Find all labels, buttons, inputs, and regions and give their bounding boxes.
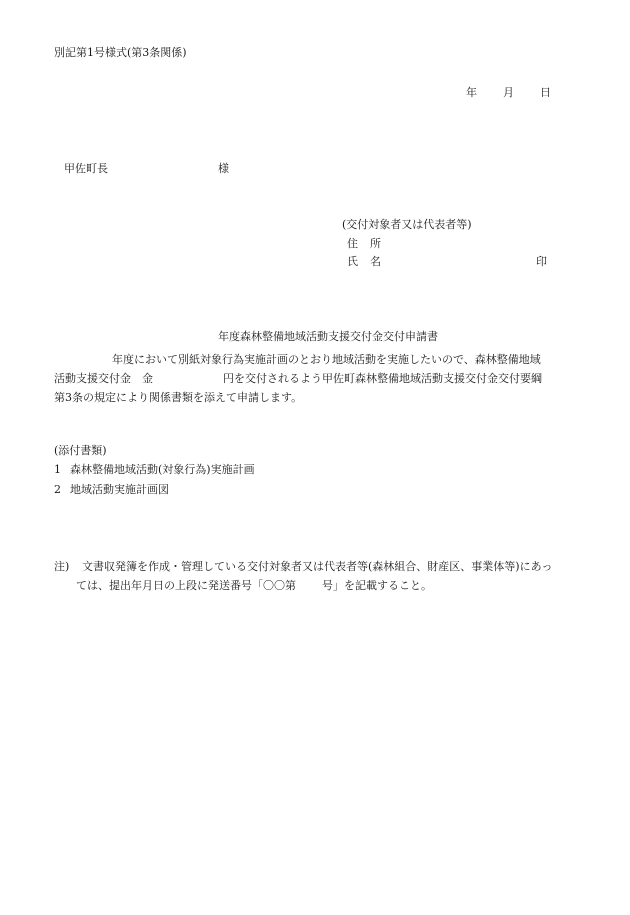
- addressee-name: 甲佐町長: [64, 162, 108, 175]
- note-section: [54, 557, 552, 595]
- attachment-number: 1: [54, 463, 61, 476]
- date-month-label: 月: [503, 86, 514, 99]
- body-line-1-text: 年度において別紙対象行為実施計画のとおり地域活動を実施したいので、森林整備地域: [112, 353, 541, 366]
- applicant-address-label: [347, 238, 381, 249]
- body-line-3: 第3条の規定により関係書類を添えて申請します。: [54, 391, 303, 404]
- attachment-number: 2: [54, 483, 61, 496]
- note-line-1-text: 文書収発簿を作成・管理している交付対象者又は代表者等(森林組合、財産区、事業体等)にあっ: [82, 560, 553, 573]
- date-line: [466, 87, 551, 98]
- form-label: 別記第1号様式(第3条関係): [54, 46, 187, 59]
- attachment-text: 森林整備地域活動(対象行為)実施計画: [70, 463, 255, 476]
- note-mark: 注): [54, 560, 70, 573]
- attachment-text: 地域活動実施計画図: [70, 483, 169, 496]
- addressee: [64, 163, 229, 174]
- applicant-heading: (交付対象者又は代表者等): [342, 218, 472, 231]
- note-line-2-b: 号」を記載すること。: [322, 579, 432, 592]
- note-line-2-a: ては、提出年月日の上段に発送番号「〇〇第: [76, 579, 296, 592]
- attachment-item: [54, 484, 169, 495]
- body-line-2-a: 活動支援交付金 金: [54, 372, 153, 385]
- body-line-2: [54, 369, 584, 388]
- seal-mark: 印: [536, 255, 547, 268]
- note-line-1: [54, 557, 552, 576]
- application-body: [54, 350, 584, 407]
- name-label-char-1: 氏: [347, 255, 358, 268]
- address-label-char-1: 住: [347, 237, 358, 250]
- date-year-label: 年: [466, 86, 477, 99]
- address-label-char-2: 所: [370, 237, 381, 250]
- name-label-char-2: 名: [370, 255, 381, 268]
- date-day-label: 日: [540, 86, 551, 99]
- attachment-item: [54, 464, 255, 475]
- applicant-name-label: [347, 256, 547, 267]
- attachments-heading: (添付書類): [54, 444, 107, 457]
- body-line-2-b: 円を交付されるよう甲佐町森林整備地域活動支援交付金交付要綱: [223, 372, 542, 385]
- addressee-honorific: 様: [218, 162, 229, 175]
- note-line-2: [54, 576, 552, 595]
- document-title: 年度森林整備地域活動支援交付金交付申請書: [218, 330, 438, 343]
- body-line-1: [54, 350, 584, 369]
